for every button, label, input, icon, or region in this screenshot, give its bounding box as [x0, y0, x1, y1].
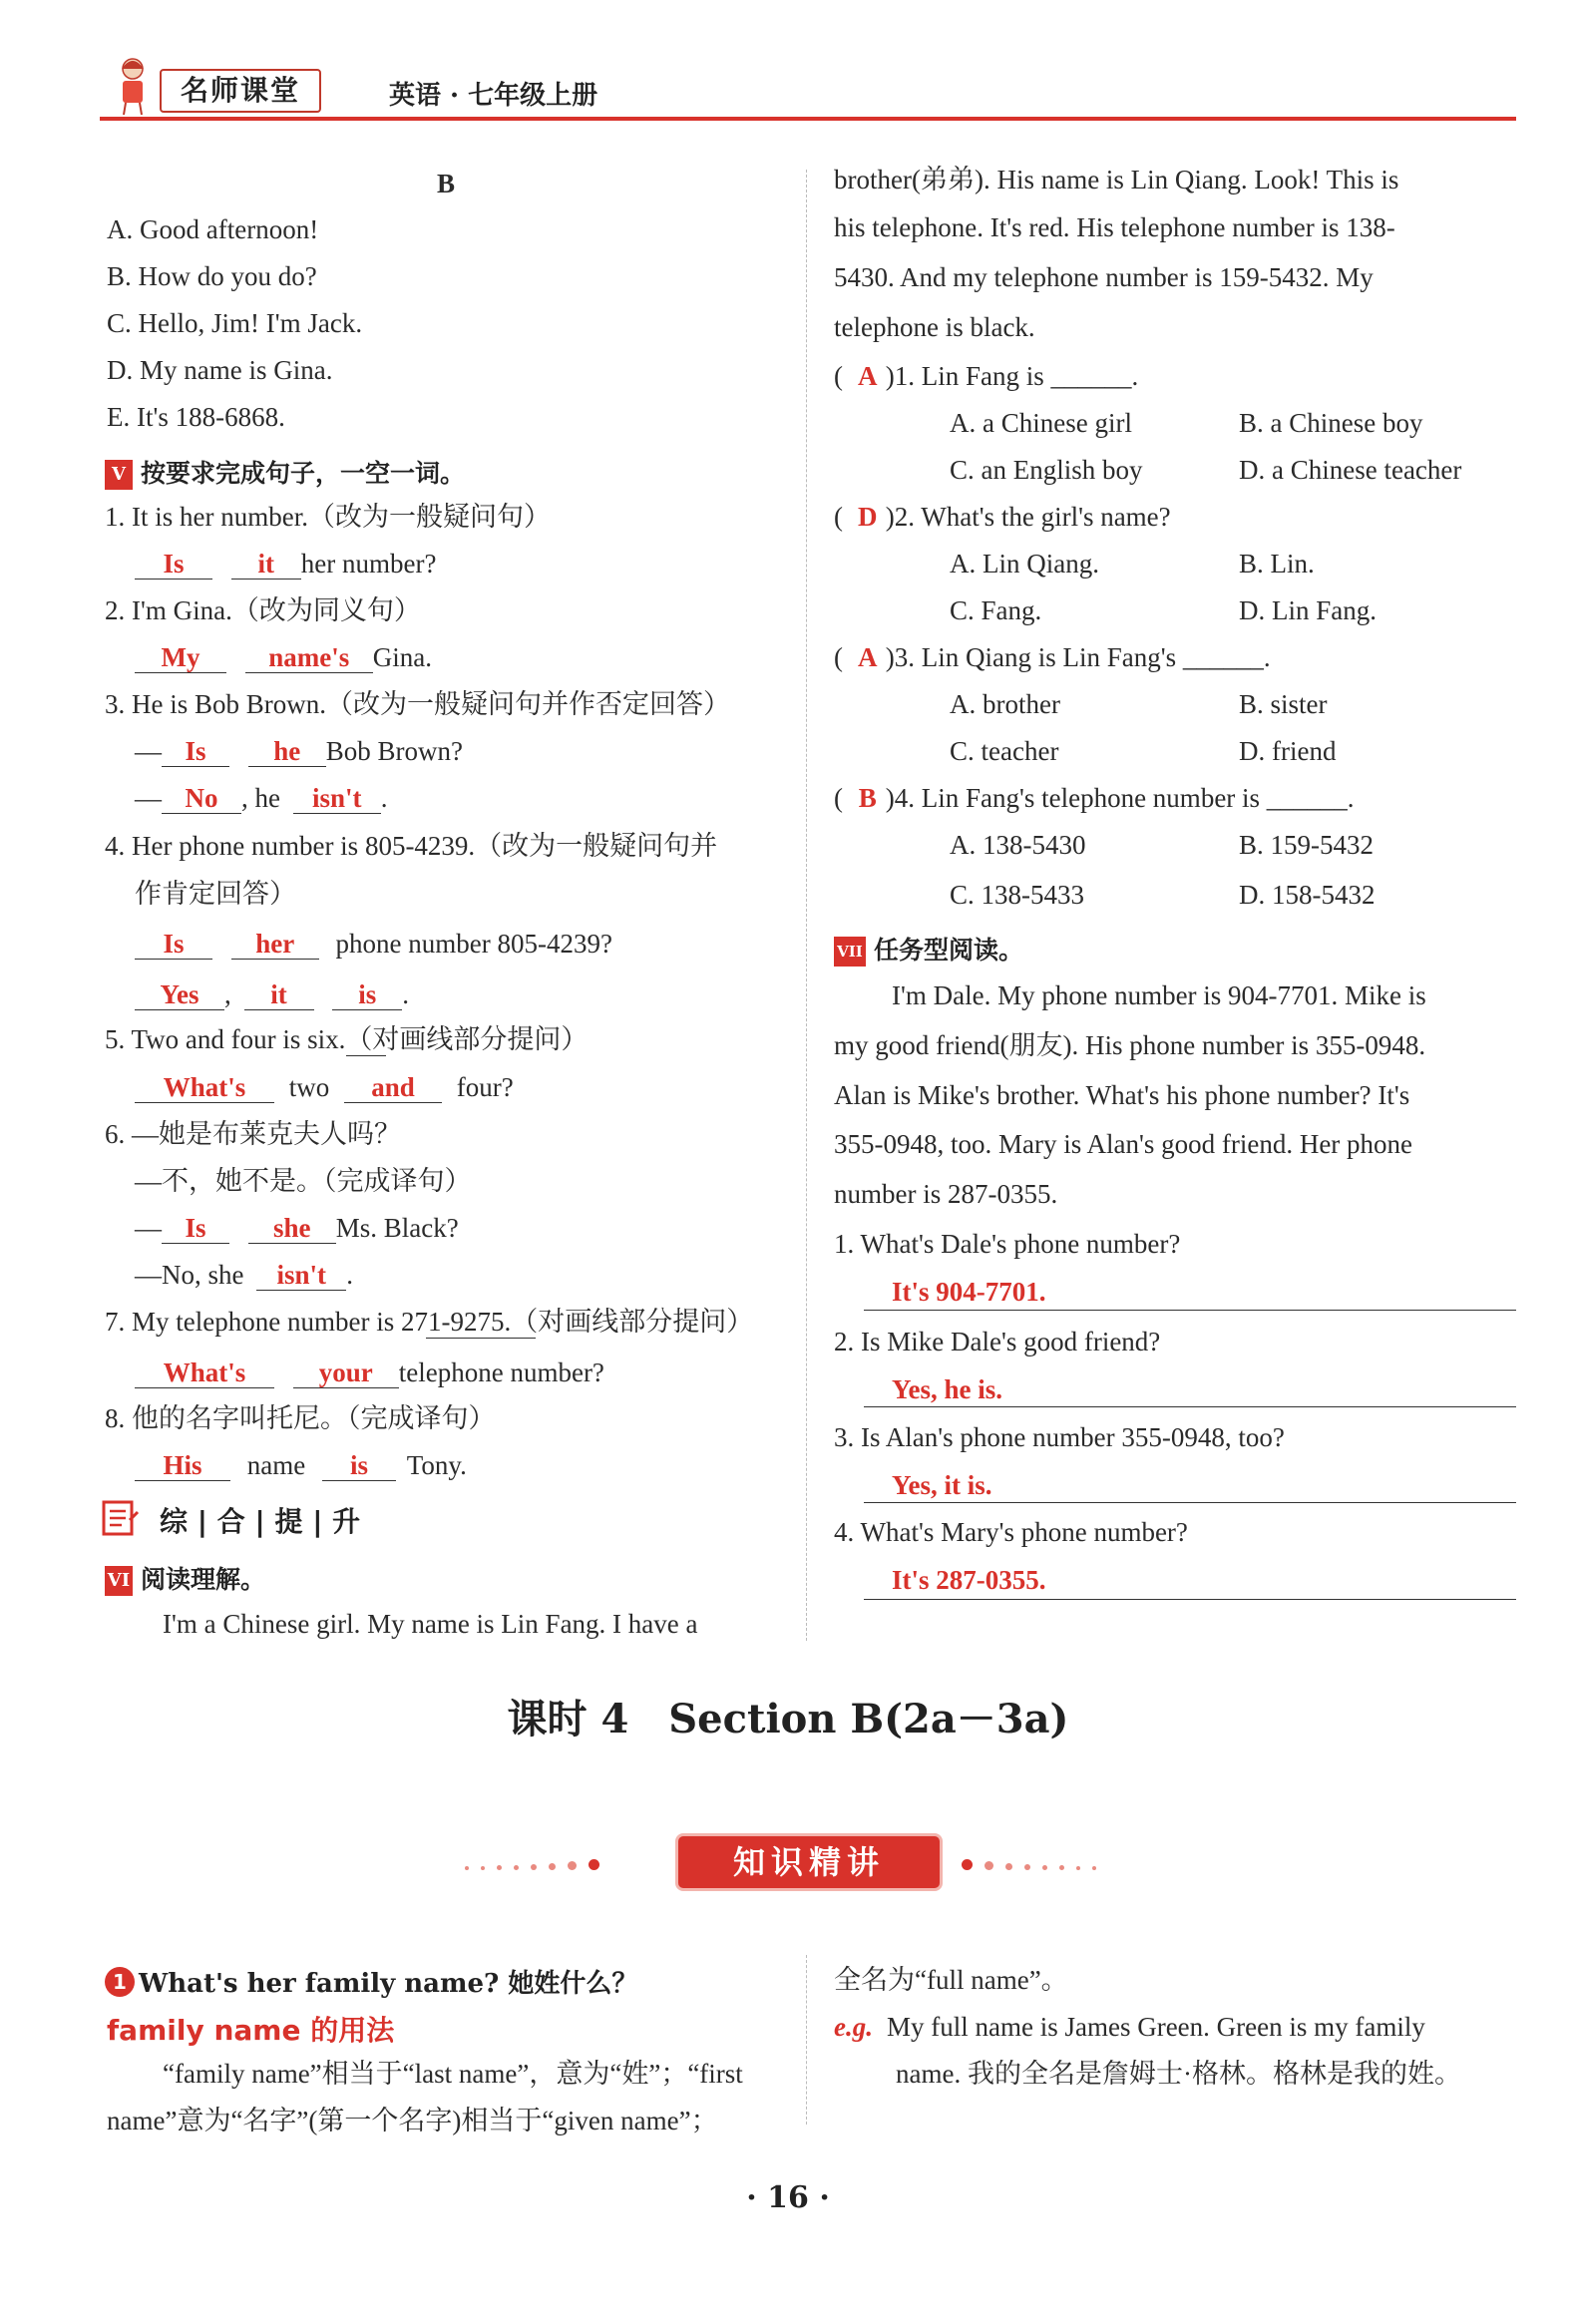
- dot: [1024, 1864, 1030, 1870]
- mcq-3-opt-d: D. friend: [1239, 736, 1337, 766]
- q3-mid: , he: [241, 783, 280, 813]
- q3-blank-1: Is: [162, 736, 229, 767]
- qa-3-question: 3. Is Alan's phone number 355-0948, too?: [834, 1422, 1285, 1452]
- passage-start: I'm a Chinese girl. My name is Lin Fang. I have a: [163, 1609, 698, 1639]
- passage-line-1: brother(弟弟). His name is Lin Qiang. Look! This is: [834, 165, 1399, 194]
- dot: [481, 1866, 485, 1870]
- mcq-2-open: (: [834, 502, 850, 532]
- q5-text: 5. Two and four is six.（对画线部分提问）: [105, 1024, 589, 1054]
- mcq-3-open: (: [834, 642, 850, 672]
- bottom-right-line-3: name. 我的全名是詹姆士·格林。格林是我的姓。: [896, 2059, 1461, 2089]
- roman-6: VI: [105, 1566, 133, 1596]
- passage-line-3: 5430. And my telephone number is 159-5432. My: [834, 262, 1374, 292]
- qa-3-line: [864, 1502, 1516, 1503]
- q3-blank-3: No: [162, 783, 241, 814]
- q8-blank-1: His: [135, 1450, 230, 1481]
- mcq-1-opt-d: D. a Chinese teacher: [1239, 455, 1462, 485]
- mcq-4-answer: B: [858, 783, 877, 813]
- mcq-1: [834, 359, 1138, 393]
- passage-line-2: his telephone. It's red. His telephone number is 138-: [834, 212, 1395, 242]
- q5-blank-1: What's: [135, 1072, 274, 1103]
- banner-row: [0, 1833, 1576, 1893]
- mcq-1-question: )1. Lin Fang is ______.: [885, 361, 1139, 391]
- mcq-3-question: )3. Lin Qiang is Lin Fang's ______.: [885, 642, 1271, 672]
- passage-line-4: telephone is black.: [834, 312, 1035, 342]
- mcq-2-question: )2. What's the girl's name?: [885, 502, 1171, 532]
- q7-blank-2: your: [293, 1357, 399, 1388]
- q8-tail: Tony.: [406, 1450, 467, 1480]
- q6-end: .: [346, 1260, 353, 1290]
- mcq-4-opt-b: B. 159-5432: [1239, 830, 1374, 860]
- mcq-3-answer: A: [858, 642, 878, 672]
- mcq-4-opt-c: C. 138-5433: [950, 880, 1084, 910]
- b-item-e: E. It's 188-6868.: [107, 402, 285, 432]
- q7-blank-1: What's: [135, 1357, 274, 1388]
- b-item-b: B. How do you do?: [107, 261, 317, 291]
- subject-label: 英语 · 七年级上册: [389, 81, 598, 111]
- q2-blank-1: My: [135, 642, 226, 673]
- dot: [568, 1861, 577, 1870]
- mcq-2-opt-a: A. Lin Qiang.: [950, 549, 1099, 579]
- q4-text-2: 作肯定回答）: [135, 879, 296, 909]
- bottom-right-line-1: 全名为“full name”。: [834, 1965, 1068, 1995]
- dot: [465, 1866, 469, 1870]
- q4-blank-3: Yes: [135, 979, 224, 1010]
- brand-label: 名师课堂: [180, 74, 300, 107]
- point-1-subtitle: family name 的用法: [107, 2014, 395, 2047]
- q2-answer-line: [135, 640, 432, 674]
- b-item-d: D. My name is Gina.: [107, 355, 333, 385]
- qa-2-line: [864, 1406, 1516, 1407]
- q4-text-1: 4. Her phone number is 805-4239.（改为一般疑问句并: [105, 831, 718, 861]
- section-5-heading: [105, 454, 465, 490]
- point-1-number: 1: [105, 1967, 135, 1997]
- q1-blank-1: Is: [135, 549, 212, 580]
- column-divider: [806, 170, 807, 1641]
- q1-text: 1. It is her number.（改为一般疑问句）: [105, 502, 551, 532]
- mcq-1-open: (: [834, 361, 850, 391]
- dot: [1076, 1866, 1080, 1870]
- q4-answer-line-1: [135, 927, 612, 961]
- roman-7: VII: [834, 937, 866, 967]
- dot: [962, 1859, 973, 1870]
- teacher-icon: [112, 55, 154, 117]
- eg-label: e.g.: [834, 2012, 873, 2042]
- bottom-left-line-2: name”意为“名字”(第一个名字)相当于“given name”；: [107, 2106, 718, 2135]
- mcq-2: [834, 500, 1171, 534]
- mcq-3-opt-b: B. sister: [1239, 689, 1328, 719]
- dot: [531, 1864, 537, 1870]
- q4-blank-1: Is: [135, 929, 212, 960]
- mcq-1-answer: A: [858, 361, 878, 391]
- q2-tail: Gina.: [372, 642, 432, 672]
- q3-answer-line-1: [135, 734, 463, 768]
- q8-mid: name: [246, 1450, 306, 1480]
- banner-title: 知识精讲: [732, 1843, 885, 1881]
- zonghe-title: 综 | 合 | 提 | 升: [160, 1505, 361, 1538]
- mcq-3-opt-a: A. brother: [950, 689, 1060, 719]
- mcq-2-opt-b: B. Lin.: [1239, 549, 1315, 579]
- header: [100, 55, 1516, 125]
- q4-tail: phone number 805-4239?: [335, 929, 612, 959]
- qa-4-question: 4. What's Mary's phone number?: [834, 1517, 1188, 1547]
- qa-1-question: 1. What's Dale's phone number?: [834, 1229, 1181, 1259]
- q5-answer-line: [135, 1070, 514, 1104]
- q6-text-2: —不，她不是。（完成译句）: [135, 1166, 472, 1196]
- q1-answer-line: [135, 547, 436, 581]
- section-6-heading: [105, 1560, 265, 1596]
- mcq-1-opt-a: A. a Chinese girl: [950, 408, 1132, 438]
- q4-blank-5: is: [332, 979, 402, 1010]
- q6-text-1: 6. —她是布莱克夫人吗？: [105, 1119, 401, 1149]
- q7-text: 7. My telephone number is 271-9275.（对画线部分提问）: [105, 1307, 754, 1337]
- q3-dash-1: —: [135, 736, 162, 766]
- mcq-4: [834, 781, 1355, 815]
- q4-blank-2: her: [231, 929, 319, 960]
- mcq-4-open: (: [834, 783, 850, 813]
- q7-tail: telephone number?: [398, 1357, 604, 1387]
- q6-answer-line-1: [135, 1211, 459, 1245]
- q6-lead: —No, she: [135, 1260, 244, 1290]
- dot: [497, 1865, 502, 1870]
- notebook-icon: [100, 1498, 140, 1543]
- dot: [1005, 1863, 1012, 1870]
- q8-text: 8. 他的名字叫托尼。（完成译句）: [105, 1403, 496, 1433]
- point-1-heading: [105, 1963, 637, 2000]
- q3-dash-2: —: [135, 783, 162, 813]
- q5-underline: [346, 1055, 386, 1056]
- q3-answer-line-2: [135, 781, 387, 815]
- section-6-title: 阅读理解。: [141, 1565, 266, 1594]
- passage2-line-1: I'm Dale. My phone number is 904-7701. Mike is: [892, 980, 1426, 1010]
- q4-end: .: [402, 979, 409, 1009]
- b-item-a: A. Good afternoon!: [107, 214, 319, 244]
- point-1-title: What's her family name? 她姓什么？: [139, 1969, 638, 1999]
- q6-answer-line-2: [135, 1258, 353, 1292]
- q5-blank-2: and: [344, 1072, 442, 1103]
- q3-blank-2: he: [248, 736, 326, 767]
- q7-underline: [426, 1338, 536, 1339]
- qa-3-answer: Yes, it is.: [892, 1470, 992, 1500]
- mcq-1-opt-c: C. an English boy: [950, 455, 1143, 485]
- qa-4-answer: It's 287-0355.: [892, 1565, 1046, 1595]
- mcq-3: [834, 640, 1271, 674]
- section-7-heading: [834, 931, 1023, 967]
- mcq-2-opt-d: D. Lin Fang.: [1239, 595, 1377, 625]
- roman-5: V: [105, 460, 133, 490]
- passage2-line-2: my good friend(朋友). His phone number is 355-0948.: [834, 1030, 1426, 1060]
- banner-dots-right: [956, 1857, 1102, 1875]
- q3-end: .: [380, 783, 388, 813]
- q6-tail: Ms. Black?: [335, 1213, 459, 1243]
- mcq-4-opt-a: A. 138-5430: [950, 830, 1086, 860]
- q8-blank-2: is: [322, 1450, 396, 1481]
- mcq-2-opt-c: C. Fang.: [950, 595, 1042, 625]
- b-title: B: [437, 169, 456, 198]
- q5-tail: four?: [456, 1072, 514, 1102]
- dot: [1042, 1865, 1047, 1870]
- qa-1-answer: It's 904-7701.: [892, 1277, 1046, 1307]
- banner-box: [675, 1833, 943, 1891]
- qa-2-question: 2. Is Mike Dale's good friend?: [834, 1327, 1161, 1356]
- page-number: · 16 ·: [746, 2180, 830, 2215]
- q2-text: 2. I'm Gina.（改为同义句）: [105, 595, 421, 625]
- q4-blank-4: it: [244, 979, 314, 1010]
- q7-answer-line: [135, 1356, 604, 1389]
- passage2-line-4: 355-0948, too. Mary is Alan's good friend. Her phone: [834, 1129, 1413, 1159]
- q6-blank-1: Is: [162, 1213, 229, 1244]
- mcq-1-opt-b: B. a Chinese boy: [1239, 408, 1423, 438]
- q6-dash: —: [135, 1213, 162, 1243]
- q2-blank-2: name's: [245, 642, 373, 673]
- lesson-title: 课时 4 Section B(2a－3a): [507, 1696, 1069, 1743]
- bottom-right-line-2: [834, 2010, 1425, 2044]
- q1-tail: her number?: [300, 549, 437, 579]
- q6-blank-2: she: [248, 1213, 336, 1244]
- section-7-title: 任务型阅读。: [874, 936, 1024, 965]
- eg-sentence: My full name is James Green. Green is my family: [886, 2012, 1425, 2042]
- q1-blank-2: it: [231, 549, 301, 580]
- b-item-c: C. Hello, Jim! I'm Jack.: [107, 308, 363, 338]
- mcq-4-question: )4. Lin Fang's telephone number is ______.: [885, 783, 1355, 813]
- q3-blank-4: isn't: [293, 783, 381, 814]
- dot: [1092, 1866, 1096, 1870]
- qa-1-line: [864, 1310, 1516, 1311]
- header-rule: [100, 117, 1516, 121]
- dot: [985, 1861, 993, 1870]
- dot: [514, 1865, 519, 1870]
- qa-2-answer: Yes, he is.: [892, 1374, 1003, 1404]
- q6-blank-3: isn't: [256, 1260, 346, 1291]
- section-5-title: 按要求完成句子，一空一词。: [141, 459, 466, 488]
- q8-answer-line: [135, 1448, 467, 1482]
- q4-answer-line-2: [135, 977, 409, 1011]
- dot: [589, 1859, 599, 1870]
- mcq-2-answer: D: [858, 502, 878, 532]
- brand-box: [160, 69, 321, 113]
- passage2-line-5: number is 287-0355.: [834, 1179, 1058, 1209]
- dot: [1059, 1865, 1064, 1870]
- banner-dots-left: [459, 1857, 605, 1875]
- mcq-3-opt-c: C. teacher: [950, 736, 1059, 766]
- q3-text: 3. He is Bob Brown.（改为一般疑问句并作否定回答）: [105, 689, 730, 719]
- q4-comma: ,: [224, 979, 231, 1009]
- dot: [549, 1863, 556, 1870]
- q5-mid: two: [288, 1072, 330, 1102]
- q3-tail: Bob Brown?: [325, 736, 463, 766]
- qa-4-line: [864, 1599, 1516, 1600]
- bottom-left-line-1: “family name”相当于“last name”，意为“姓”；“first: [163, 2059, 743, 2089]
- passage2-line-3: Alan is Mike's brother. What's his phone number? It's: [834, 1080, 1410, 1110]
- bottom-column-divider: [806, 1955, 807, 2125]
- mcq-4-opt-d: D. 158-5432: [1239, 880, 1376, 910]
